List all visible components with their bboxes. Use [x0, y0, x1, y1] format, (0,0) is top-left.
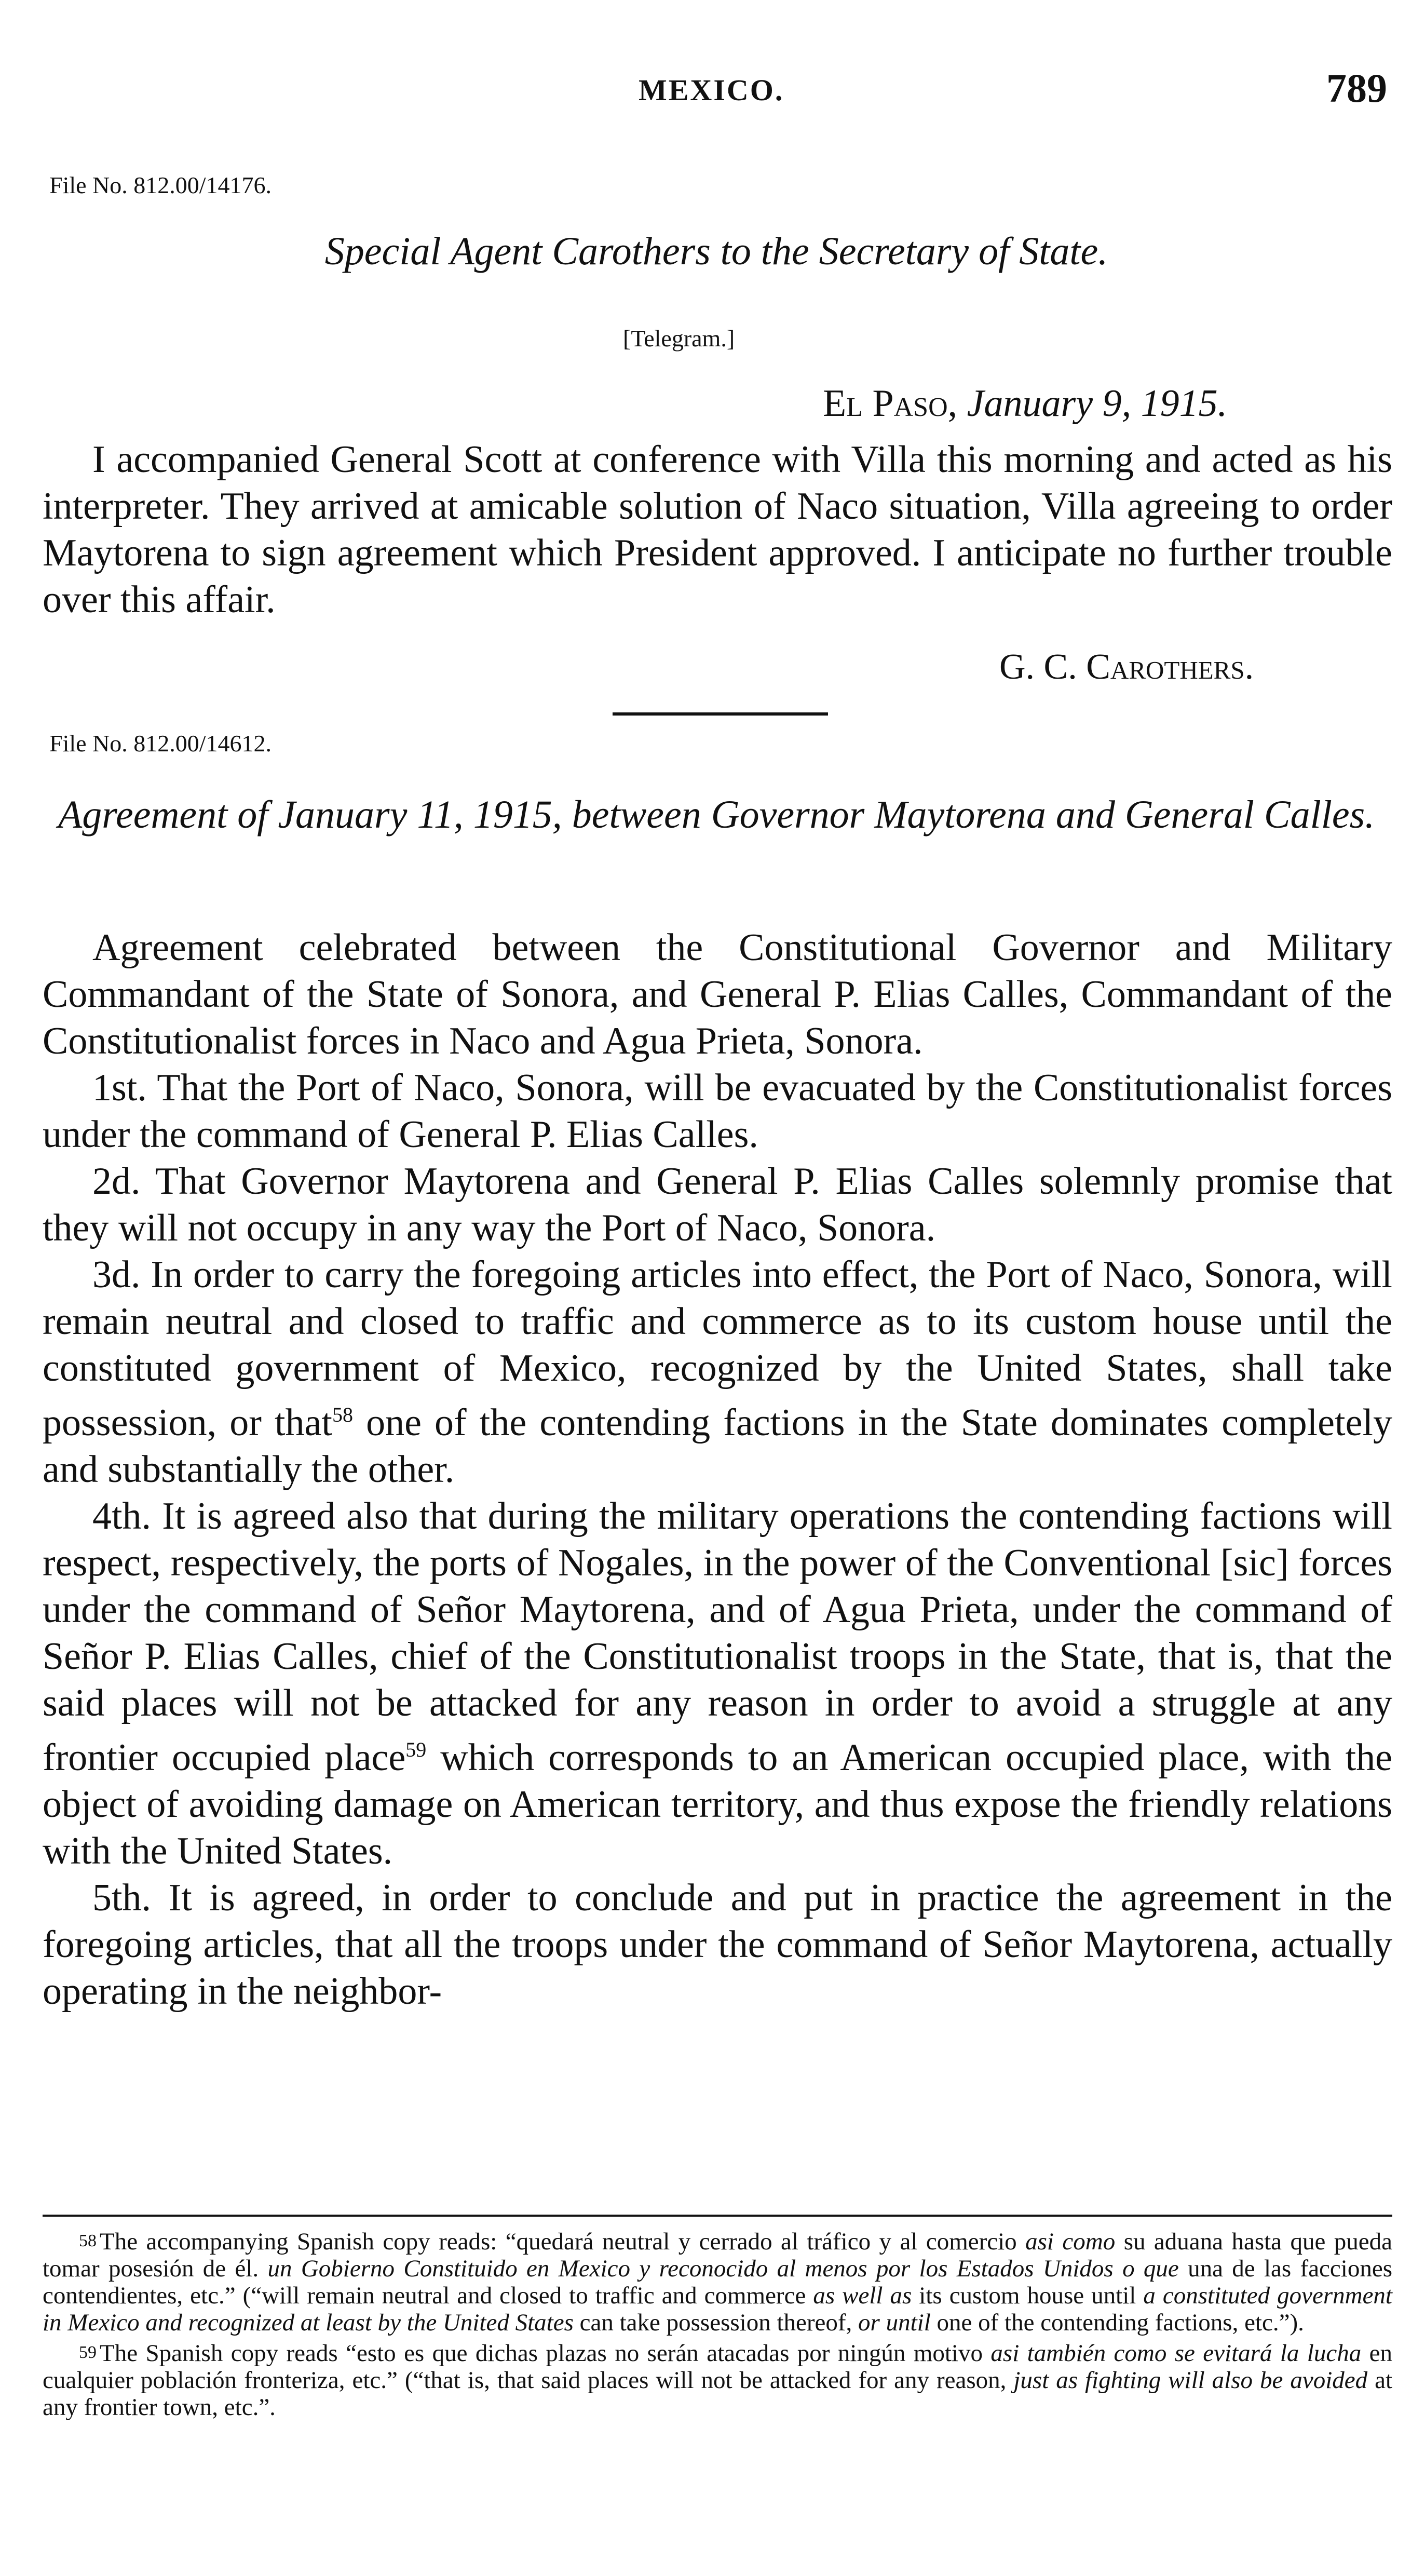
- footnote-italic: or until: [858, 2309, 931, 2336]
- footnote-text: The Spanish copy reads “esto es que dichas plazas no serán atacadas por ningún motivo: [100, 2340, 991, 2367]
- footnote-number: 58: [79, 2231, 97, 2250]
- footnote-text: one of the contending factions, etc.”).: [930, 2309, 1304, 2336]
- file-number: File No. 812.00/14176.: [49, 172, 272, 198]
- article-5: 5th. It is agreed, in order to conclude and put in practice the agreement in the foregoing articles, that all the troops under the command of Señor Maytorena, actually operating in the neighbor-: [43, 1877, 1392, 2013]
- footnote-italic: asi como: [1025, 2228, 1116, 2255]
- article-2: 2d. That Governor Maytorena and General P. Elias Calles solemnly promise that they will not occupy in any way the Port of Naco, Sonora.: [43, 1160, 1392, 1249]
- footnote-text: una de las facciones contendientes, etc.” (“will remain neutral and closed to traffic and commerce: [43, 2255, 1392, 2309]
- article-3-text-cont: one of the contending factions in the State dominates completely and substantially the other.: [43, 1401, 1392, 1491]
- article-3-text: 3d. In order to carry the foregoing articles into effect, the Port of Naco, Sonora, will remain neutral and closed to traffic and commerce as to its custom house until the constituted government of Mexico, recognized by the United States, shall take possession, or that: [43, 1253, 1392, 1444]
- footnote-divider: [43, 2215, 1392, 2217]
- footnote-text: its custom house until: [912, 2282, 1144, 2309]
- footnote-italic: just as fighting will also be avoided: [1013, 2367, 1368, 2394]
- footnotes: [43, 2228, 1392, 2424]
- section-divider: [613, 712, 828, 716]
- telegram-title: Special Agent Carothers to the Secretary of State.: [324, 230, 1108, 273]
- footnote-text: en cualquier población fronteriza, etc.” (“that is, that said places will not be attacked for any reason,: [43, 2340, 1393, 2394]
- dateline: [823, 382, 1227, 426]
- dateline-place: El Paso,: [823, 382, 958, 425]
- telegram-paragraph: I accompanied General Scott at conference with Villa this morning and acted as his interpreter. They arrived at amicable solution of Naco situation, Villa agreeing to order Maytorena to sign agreement which President approved. I anticipate no further trouble over this affair.: [43, 438, 1392, 621]
- agreement-title: Agreement of January 11, 1915, between Governor Maytorena and General Calles.: [58, 793, 1375, 837]
- article-3: [43, 1251, 1392, 1493]
- footnote-italic: a constituted government in Mexico and recognized at least by the United States: [43, 2282, 1392, 2336]
- footnote-ref-59[interactable]: 59: [405, 1738, 427, 1761]
- footnote-text: can take possession thereof,: [573, 2309, 859, 2336]
- page-number: 789: [1326, 65, 1387, 111]
- telegram-body: [43, 436, 1392, 623]
- footnote-58: [43, 2228, 1392, 2336]
- dateline-date: January 9, 1915.: [967, 382, 1228, 425]
- agreement-intro: Agreement celebrated between the Constitutional Governor and Military Commandant of the State of Sonora, and General P. Elias Calles, Commandant of the Constitutionalist forces in Naco and Agua Prieta, Sonora.: [43, 926, 1392, 1062]
- footnote-text: su aduana hasta que pueda tomar posesión de él.: [43, 2228, 1393, 2282]
- footnote-italic: as well as: [813, 2282, 912, 2309]
- footnote-text: The accompanying Spanish copy reads: “quedará neutral y cerrado al tráfico y al comercio: [100, 2228, 1026, 2255]
- signature: G. C. Carothers.: [999, 647, 1254, 687]
- article-1: 1st. That the Port of Naco, Sonora, will be evacuated by the Constitutionalist forces under the command of General P. Elias Calles.: [43, 1067, 1392, 1156]
- footnote-text: at any frontier town, etc.”.: [43, 2367, 1393, 2421]
- telegram-label: [Telegram.]: [623, 325, 735, 352]
- footnote-59: [43, 2339, 1392, 2421]
- article-4-text-cont: which corresponds to an American occupied place, with the object of avoiding damage on American territory, and thus expose the friendly relations with the United States.: [43, 1736, 1392, 1872]
- article-4: [43, 1493, 1392, 1874]
- footnote-number: 59: [79, 2343, 97, 2362]
- footnote-ref-58[interactable]: 58: [332, 1403, 353, 1426]
- footnote-italic: asi también como se evitará la lucha: [990, 2340, 1362, 2367]
- file-number: File No. 812.00/14612.: [49, 730, 272, 757]
- running-head: MEXICO.: [639, 73, 784, 107]
- agreement-body: [43, 924, 1392, 2015]
- article-4-text: 4th. It is agreed also that during the military operations the contending factions will respect, respectively, the ports of Nogales, in the power of the Conventional [sic] forces under the command of Señor Maytorena, and of Agua Prieta, under the command of Señor P. Elias Calles, chief of the Constitutionalist troops in the State, that is, that the said places will not be attacked for any reason in order to avoid a struggle at any frontier occupied place: [43, 1495, 1392, 1779]
- footnote-italic: un Gobierno Constituido en Mexico y reconocido al menos por los Estados Unidos o que: [267, 2255, 1179, 2282]
